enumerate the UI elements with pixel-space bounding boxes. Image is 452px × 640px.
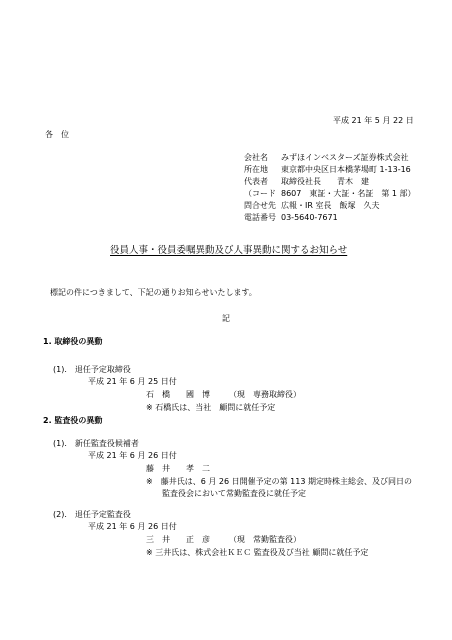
code-key: （コード xyxy=(244,189,276,198)
section-2-1-note-line1: ※ 藤井氏は、6 月 26 日開催予定の第 113 期定時株主総会、及び同日の xyxy=(146,477,412,486)
document-date: 平成 21 年 5 月 22 日 xyxy=(333,116,414,125)
phone-value: 03-5640-7671 xyxy=(281,213,338,222)
section-2-2-note: ※ 三井氏は、株式会社ＫＥＣ 監査役及び当社 顧問に就任予定 xyxy=(146,548,369,557)
section-2-1-label: (1). 新任監査役候補者 xyxy=(53,439,139,448)
address-key: 所在地 xyxy=(244,165,268,174)
company-name-value: みずほインベスターズ証券株式会社 xyxy=(281,153,409,162)
section-2-1-note-line2: 監査役会において常勤監査役に就任予定 xyxy=(162,489,306,498)
section-2-1-name: 藤 井 孝 二 xyxy=(146,464,210,473)
ki-marker: 記 xyxy=(222,314,230,323)
section-2-2-label: (2). 退任予定監査役 xyxy=(53,510,131,519)
address-value: 東京都中央区日本橋茅場町 1-13-16 xyxy=(281,165,411,174)
section-2-1-date: 平成 21 年 6 月 26 日付 xyxy=(88,451,177,460)
section-1-1-date: 平成 21 年 6 月 25 日付 xyxy=(88,377,177,386)
company-name-key: 会社名 xyxy=(244,153,268,162)
section-1-heading: 1. 取締役の異動 xyxy=(43,337,103,346)
addressee: 各 位 xyxy=(45,130,69,139)
phone-key: 電話番号 xyxy=(244,213,276,222)
section-1-1-note: ※ 石橋氏は、当社 顧問に就任予定 xyxy=(146,403,276,412)
section-2-2-date: 平成 21 年 6 月 26 日付 xyxy=(88,522,177,531)
intro-text: 標記の件につきまして、下記の通りお知らせいたします。 xyxy=(50,288,257,297)
section-2-2-current-position: （現 常勤監査役） xyxy=(229,535,301,544)
representative-value: 取締役社長 青木 建 xyxy=(281,177,369,186)
section-1-1-current-position: （現 専務取締役） xyxy=(229,390,301,399)
section-1-1-name: 石 橋 國 博 xyxy=(146,390,210,399)
document-title: 役員人事・役員委嘱異動及び人事異動に関するお知らせ xyxy=(110,245,348,256)
section-2-heading: 2. 監査役の異動 xyxy=(43,416,103,425)
representative-key: 代表者 xyxy=(244,177,268,186)
contact-value: 広報・IR 室長 飯塚 久夫 xyxy=(281,201,380,210)
section-2-2-name: 三 井 正 彦 xyxy=(146,535,210,544)
code-value: 8607 東証・大証・名証 第 1 部） xyxy=(281,189,416,198)
section-1-1-label: (1). 退任予定取締役 xyxy=(53,365,131,374)
contact-key: 問合せ先 xyxy=(244,201,276,210)
